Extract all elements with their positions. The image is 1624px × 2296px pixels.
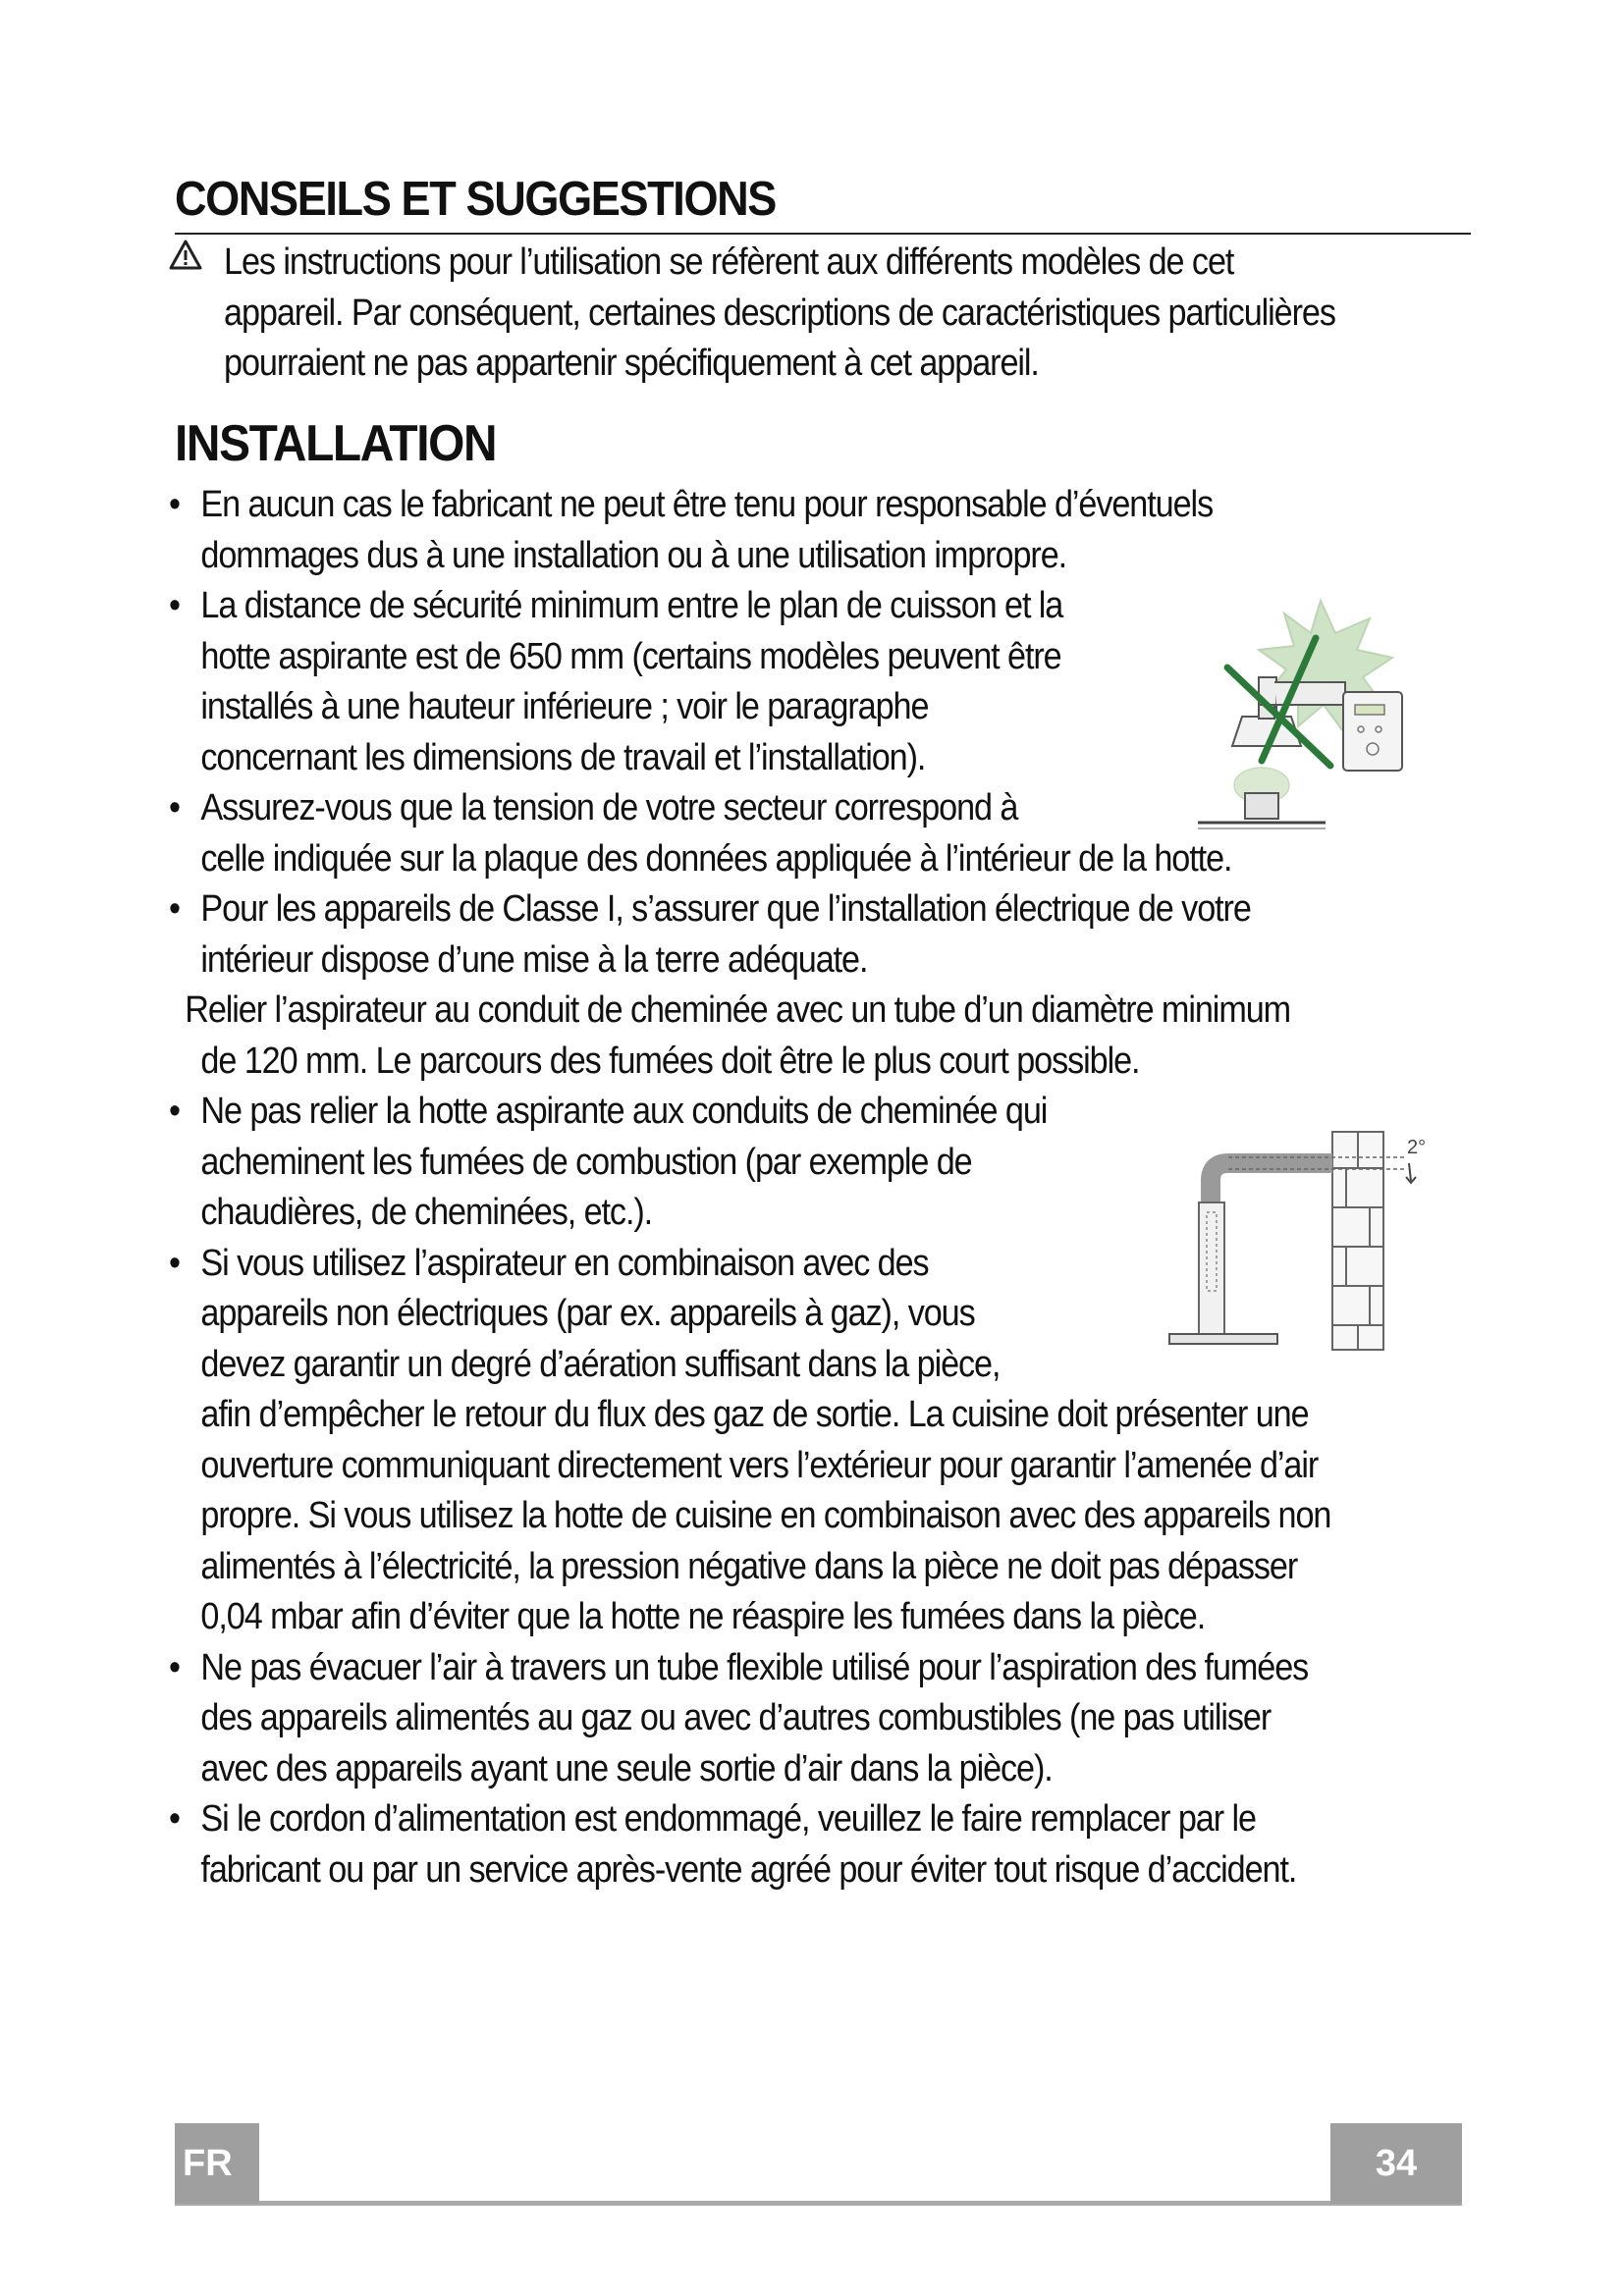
installation-title: INSTALLATION [175, 415, 497, 472]
list-line: intérieur dispose d’une mise à la terre adéquate. [200, 938, 868, 981]
list-item [169, 1794, 1459, 1896]
bullet-icon: • [169, 1091, 180, 1132]
list-line: avec des appareils ayant une seule sortie d’air dans la pièce). [200, 1747, 1053, 1789]
conseils-text [224, 238, 1470, 390]
conseils-line: Les instructions pour l’utilisation se réfèrent aux différents modèles de cet [224, 241, 1234, 283]
list-line: installés à une hauteur inférieure ; voir le paragraphe [200, 686, 929, 727]
list-line: 0,04 mbar afin d’éviter que la hotte ne réaspire les fumées dans la pièce. [200, 1596, 1206, 1637]
conseils-title: CONSEILS ET SUGGESTIONS [175, 173, 777, 226]
title-rule [175, 233, 1471, 235]
bullet-icon: • [169, 787, 180, 828]
bullet-icon: • [169, 1798, 180, 1840]
list-line: chaudières, de cheminées, etc.). [200, 1192, 653, 1233]
conseils-line: pourraient ne pas appartenir spécifiquement à cet appareil. [224, 343, 1039, 384]
list-line: fabricant ou par un service après-vente agréé pour éviter tout risque d’accident. [200, 1848, 1297, 1891]
list-line: des appareils alimentés au gaz ou avec d’autres combustibles (ne pas utiliser [200, 1697, 1272, 1738]
conseils-line: appareil. Par conséquent, certaines descriptions de caractéristiques particulières [224, 292, 1335, 334]
list-line: devez garantir un degré d’aération suffisant dans la pièce, [200, 1343, 1001, 1385]
list-line: Ne pas évacuer l’air à travers un tube flexible utilisé pour l’aspiration des fumées [200, 1646, 1309, 1688]
page-number: 34 [1330, 2123, 1462, 2204]
list-line: En aucun cas le fabricant ne peut être tenu pour responsable d’éventuels [200, 484, 1214, 525]
list-line: La distance de sécurité minimum entre le plan de cuisson et la [200, 585, 1063, 626]
list-line: appareils non électriques (par ex. appareils à gaz), vous [200, 1293, 975, 1334]
list-item [169, 480, 1459, 581]
list-line: ouverture communiquant directement vers l’extérieur pour garantir l’amenée d’air [200, 1444, 1319, 1486]
list-line: Si le cordon d’alimentation est endommagé, veuillez le faire remplacer par le [200, 1798, 1256, 1840]
footer-rule [175, 2201, 1462, 2206]
list-item [169, 1643, 1459, 1795]
list-line: Pour les appareils de Classe I, s’assurer que l’installation électrique de votre [200, 888, 1251, 930]
list-item [169, 986, 1459, 1087]
list-item [169, 884, 1459, 986]
duct-to-wall-illustration [1164, 1124, 1468, 1360]
list-line: alimentés à l’électricité, la pression négative dans la pièce ne doit pas dépasser [200, 1545, 1298, 1587]
hood-over-boiler-forbidden-illustration [1188, 589, 1453, 839]
bullet-icon: • [169, 484, 180, 525]
language-tab: FR [175, 2123, 259, 2204]
bullet-icon: • [169, 888, 180, 930]
list-line: Assurez-vous que la tension de votre secteur correspond à [200, 787, 1018, 828]
bullet-icon: • [169, 1646, 180, 1688]
list-line: concernant les dimensions de travail et l’installation). [200, 736, 926, 778]
list-line: Si vous utilisez l’aspirateur en combinaison avec des [200, 1242, 929, 1284]
list-line: propre. Si vous utilisez la hotte de cuisine en combinaison avec des appareils non [200, 1495, 1331, 1536]
angle-label: 2° [1407, 1137, 1427, 1158]
list-line: afin d’empêcher le retour du flux des gaz de sortie. La cuisine doit présenter une [200, 1394, 1309, 1435]
list-line: de 120 mm. Le parcours des fumées doit être le plus court possible. [200, 1040, 1140, 1082]
warning-triangle-icon [169, 240, 202, 271]
list-line: Relier l’aspirateur au conduit de cheminée avec un tube d’un diamètre minimum [185, 989, 1291, 1031]
list-line: dommages dus à une installation ou à une utilisation impropre. [200, 534, 1067, 576]
list-line: celle indiquée sur la plaque des données appliquée à l’intérieur de la hotte. [200, 837, 1232, 880]
list-line: hotte aspirante est de 650 mm (certains modèles peuvent être [200, 635, 1061, 677]
list-line: acheminent les fumées de combustion (par exemple de [200, 1141, 972, 1183]
bullet-icon: • [169, 1242, 180, 1284]
list-line: Ne pas relier la hotte aspirante aux conduits de cheminée qui [200, 1091, 1048, 1132]
bullet-icon: • [169, 585, 180, 626]
